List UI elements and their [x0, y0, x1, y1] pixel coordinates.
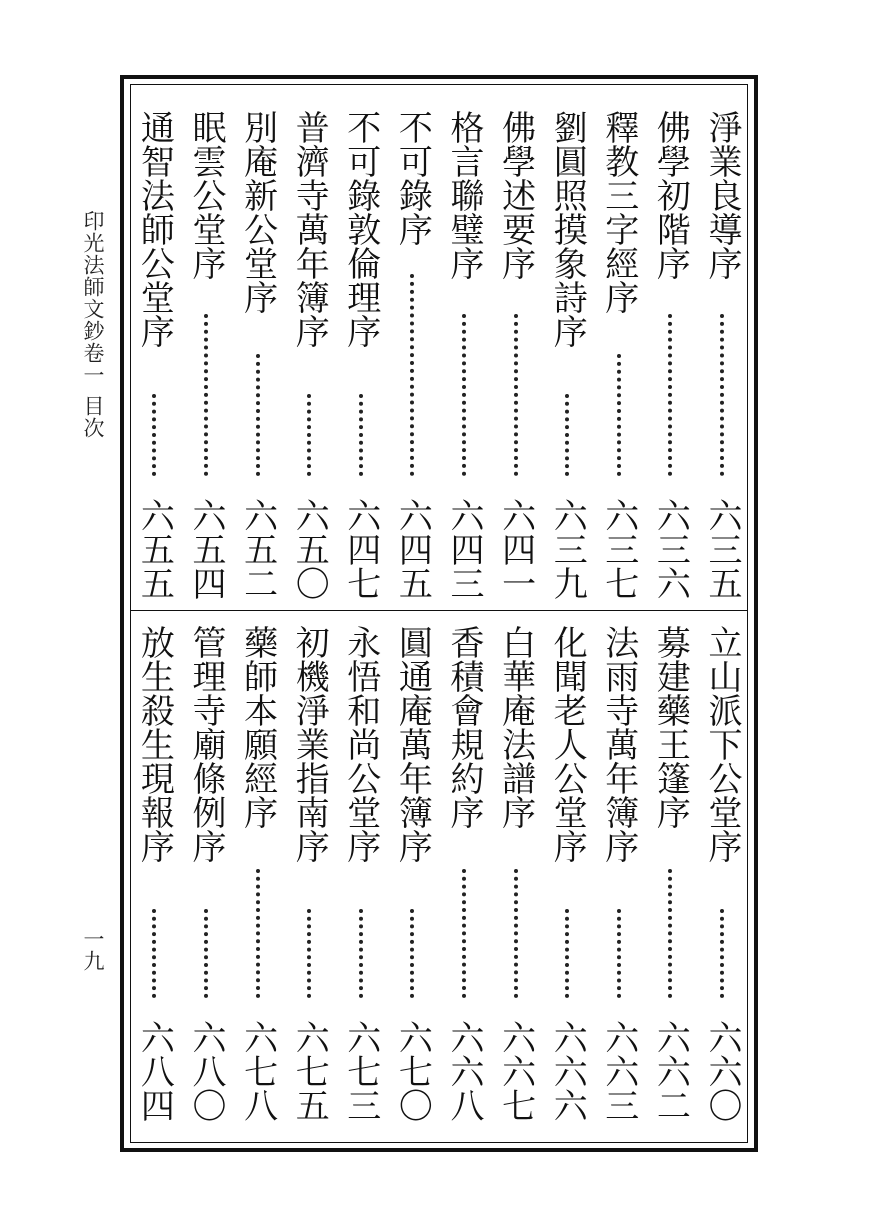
toc-entry-page-number: 六六二 [650, 1020, 691, 1122]
toc-entry-page-number: 六三七 [598, 498, 639, 600]
toc-entry [134, 625, 174, 1122]
toc-entry [238, 110, 278, 600]
toc-entry [134, 110, 174, 600]
toc-entry [496, 110, 536, 600]
toc-entry-title: 初機淨業指南序 [289, 625, 330, 863]
toc-entry-page-number: 六五〇 [289, 498, 330, 600]
toc-entry-title: 圓通庵萬年簿序 [392, 625, 433, 863]
toc-entry-page-number: 六五二 [237, 498, 278, 600]
toc-entry-title: 通智法師公堂序 [134, 110, 175, 348]
toc-entry [547, 110, 587, 600]
toc-entry-title: 佛學述要序 [495, 110, 536, 280]
toc-entry [341, 110, 381, 600]
toc-entry-page-number: 六五五 [134, 498, 175, 600]
toc-entry [392, 110, 432, 600]
dot-leader [720, 314, 724, 476]
toc-entry-page-number: 六六三 [598, 1020, 639, 1122]
dot-leader [462, 869, 466, 998]
dot-leader [410, 274, 414, 476]
dot-leader [410, 909, 414, 998]
toc-entry [547, 625, 587, 1122]
toc-entry-page-number: 六五四 [186, 498, 226, 600]
toc-entry-title: 法雨寺萬年簿序 [598, 625, 639, 863]
dot-leader [617, 909, 621, 998]
dot-leader [256, 354, 260, 476]
dot-leader [462, 314, 466, 476]
section-title: 目次 [81, 395, 105, 439]
toc-entry-page-number: 六六八 [444, 1020, 484, 1122]
toc-entry-page-number: 六四三 [444, 498, 484, 600]
toc-entry-page-number: 六七八 [237, 1020, 278, 1122]
toc-entry [444, 625, 484, 1122]
toc-entry-page-number: 六六七 [495, 1020, 536, 1122]
dot-leader [359, 394, 363, 476]
dot-leader [307, 394, 311, 476]
toc-entry-page-number: 六七五 [289, 1020, 330, 1122]
dot-leader [307, 909, 311, 998]
toc-entry-page-number: 六七〇 [392, 1020, 433, 1122]
dot-leader [668, 314, 672, 476]
folio-number: 一九 [81, 928, 105, 972]
toc-entry-title: 別庵新公堂序 [237, 110, 278, 314]
toc-entry-title: 不可錄序 [392, 110, 433, 246]
toc-entry [650, 110, 690, 600]
toc-entry-title: 管理寺廟條例序 [186, 625, 226, 863]
toc-entry [289, 625, 329, 1122]
toc-entry-page-number: 六四七 [340, 498, 381, 600]
toc-entry [341, 625, 381, 1122]
toc-entry [444, 110, 484, 600]
toc-entry [702, 625, 742, 1122]
toc-entry [289, 110, 329, 600]
dot-leader [720, 909, 724, 998]
toc-entry [186, 110, 226, 600]
dot-leader [152, 909, 156, 998]
toc-entry-page-number: 六四五 [392, 498, 433, 600]
toc-entry [238, 625, 278, 1122]
toc-entry-title: 化聞老人公堂序 [547, 625, 588, 863]
toc-entry-page-number: 六三九 [547, 498, 588, 600]
toc-entry-page-number: 六七三 [340, 1020, 381, 1122]
book-title: 印光法師文鈔卷一 [81, 210, 105, 386]
toc-entry-title: 佛學初階序 [650, 110, 691, 280]
dot-leader [204, 909, 208, 998]
toc-entry-title: 眠雲公堂序 [186, 110, 226, 280]
toc-entry-title: 放生殺生現報序 [134, 625, 175, 863]
toc-entry-page-number: 六八〇 [186, 1020, 226, 1122]
dot-leader [617, 354, 621, 476]
toc-entry [599, 110, 639, 600]
dot-leader [256, 869, 260, 998]
dot-leader [668, 869, 672, 998]
toc-entry-title: 淨業良導序 [702, 110, 742, 280]
dot-leader [514, 314, 518, 476]
toc-entry-title: 劉圓照摸象詩序 [547, 110, 588, 348]
toc-entry-page-number: 六四一 [495, 498, 536, 600]
toc-entry-page-number: 六六〇 [702, 1020, 742, 1122]
toc-entry [650, 625, 690, 1122]
toc-entry-title: 募建藥王篷序 [650, 625, 691, 829]
toc-entry [392, 625, 432, 1122]
toc-entry-page-number: 六六六 [547, 1020, 588, 1122]
toc-entry [496, 625, 536, 1122]
register-divider [130, 610, 748, 611]
toc-entry-title: 永悟和尚公堂序 [340, 625, 381, 863]
toc-entry [599, 625, 639, 1122]
toc-entry-title: 普濟寺萬年簿序 [289, 110, 330, 348]
dot-leader [359, 909, 363, 998]
toc-entry [186, 625, 226, 1122]
dot-leader [565, 909, 569, 998]
toc-entry-title: 不可錄敦倫理序 [340, 110, 381, 348]
toc-entry-title: 立山派下公堂序 [702, 625, 742, 863]
toc-entry-title: 釋教三字經序 [598, 110, 639, 314]
toc-entry-title: 香積會規約序 [444, 625, 484, 829]
toc-entry-title: 白華庵法譜序 [495, 625, 536, 829]
toc-entry-page-number: 六三六 [650, 498, 691, 600]
dot-leader [152, 394, 156, 476]
toc-entry [702, 110, 742, 600]
toc-entry-page-number: 六八四 [134, 1020, 175, 1122]
dot-leader [565, 394, 569, 476]
dot-leader [204, 314, 208, 476]
toc-entry-title: 格言聯璧序 [444, 110, 484, 280]
toc-entry-title: 藥師本願經序 [237, 625, 278, 829]
dot-leader [514, 869, 518, 998]
toc-entry-page-number: 六三五 [702, 498, 742, 600]
